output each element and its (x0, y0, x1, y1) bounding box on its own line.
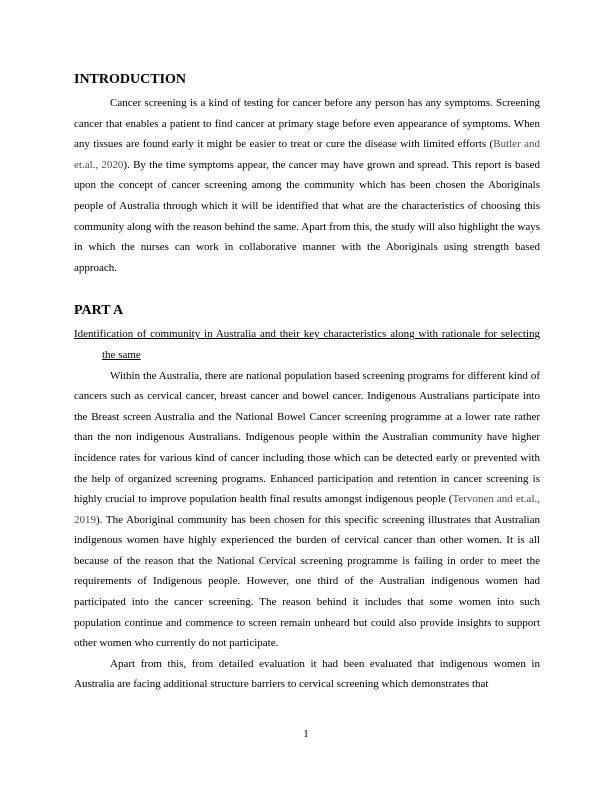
part-a-text-start: Within the Australia, there are national population based screening programs for different kind of cancers such as cervical cancer, breast cancer and bowel cancer. Indigenous Australians participate into the Breast screen Australia and the National Bowel Cancer screening programme at a lower rate rather than the non indigenous Australians. Indigenous people within the Australian community have higher incidence rates for various kind of cancer including those which can be detected early or prevented with the help of organized screening programs. Enhanced participation and retention in cancer screening is highly crucial to improve population health final results amongst indigenous people ( (74, 369, 540, 506)
introduction-text-end: ). By the time symptoms appear, the cancer may have grown and spread. This report is based upon the concept of cancer screening among the community which has been chosen the Aboriginals people of Australia through which it will be identified that what are the characteristics of choosing this community along with the reason behind the same. Apart from this, the study will also highlight the ways in which the nurses can work in collaborative manner with the Aboriginals using strength based approach. (74, 158, 541, 274)
citation-butler: Butler and et.al., 2020 (74, 138, 540, 171)
citation-tervonen: Tervonen and et.al., 2019 (74, 493, 540, 526)
introduction-text-start: Cancer screening is a kind of testing for cancer before any person has any symptoms. Screening cancer that enables a patient to find cancer at primary stage before even appearance of symptoms. When any tissues are found early it might be easier to treat or cure the disease with limited efforts ( (74, 97, 540, 151)
section-spacer (74, 278, 540, 301)
part-a-paragraph-1 (74, 366, 540, 654)
part-a-heading: PART A (74, 303, 124, 319)
part-a-subheading: Identification of community in Australia and their key characteristics along with rationale for selecting the same (74, 328, 540, 361)
introduction-heading: INTRODUCTION (74, 72, 187, 87)
introduction-paragraph (74, 93, 540, 278)
part-a-paragraph-2: Apart from this, from detailed evaluation it had been evaluated that indigenous women in Australia are facing additional structure barriers to cervical screening which demonstrates that (74, 657, 540, 691)
page-content (74, 70, 540, 695)
part-a-text-end: ). The Aboriginal community has been chosen for this specific screening illustrates that Australian indigenous women have highly experienced the burden of cervical cancer than other women. It is all because of the reason that the National Cervical screening programme is failing in order to meet the requirements of Indigenous people. However, one third of the Australian indigenous women had participated into the cancer screening. The reason behind it includes that some women into such population continue and commence to screen remain unheard but could also provide insights to support other women who currently do not participate. (74, 513, 540, 650)
page-number: 1 (303, 728, 309, 740)
